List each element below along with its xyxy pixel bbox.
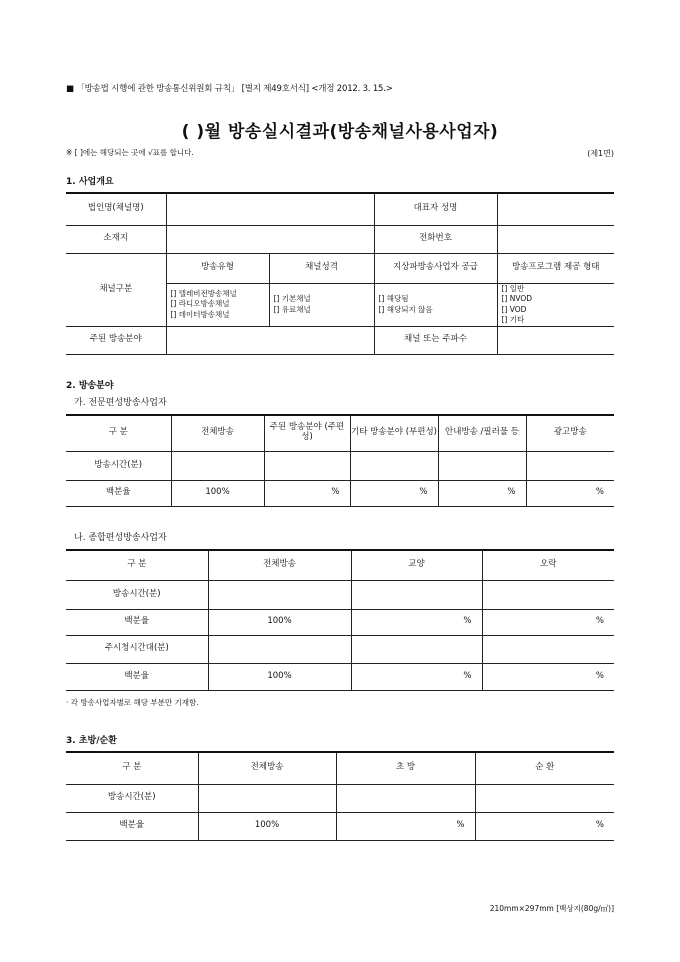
na-header-total: 전체방송 [208, 550, 351, 580]
form-header-note: ■ 「방송법 시행에 관한 방송통신위원회 규칙」 [별지 제49호서식] <개정 2012. 3. 15.> [66, 84, 393, 94]
option-vod[interactable]: [] VOD [501, 304, 527, 314]
ga-minutes-total[interactable] [171, 451, 264, 480]
ga-percent-guide[interactable]: % [438, 480, 526, 506]
ga-row-percent-label: 백분율 [66, 480, 171, 506]
section-2-footnote: · 각 방송사업자별로 해당 부분만 기재함. [66, 698, 199, 707]
s3-minutes-total[interactable] [198, 784, 336, 812]
ga-percent-total: 100% [171, 480, 264, 506]
ga-minutes-main[interactable] [264, 451, 350, 480]
phone-label: 전화번호 [374, 225, 497, 253]
ga-minutes-other[interactable] [350, 451, 438, 480]
option-data-channel[interactable]: [] 데이터방송채널 [170, 309, 230, 319]
channel-freq-label: 채널 또는 주파수 [374, 326, 497, 354]
rep-name-label: 대표자 성명 [374, 193, 497, 225]
s3-percent-rerun[interactable]: % [475, 812, 614, 840]
option-general[interactable]: [] 일반 [501, 284, 525, 294]
terrestrial-options[interactable] [374, 283, 497, 326]
address-label: 소재지 [66, 225, 166, 253]
check-instruction-note: ※ [ ]에는 해당되는 곳에 √표를 합니다. [66, 148, 194, 157]
business-overview-table [66, 192, 614, 355]
terrestrial-supply-header: 지상파방송사업자 공급 [374, 253, 497, 283]
main-field-input[interactable] [166, 326, 374, 354]
ga-minutes-ad[interactable] [526, 451, 614, 480]
na-row-percent-label: 백분율 [66, 609, 208, 635]
na-minutes-culture[interactable] [351, 580, 482, 609]
na-header-category: 구 분 [66, 550, 208, 580]
option-paid-channel[interactable]: [] 유료채널 [273, 304, 311, 314]
option-basic-channel[interactable]: [] 기본채널 [273, 294, 311, 304]
na-percent-entertainment[interactable]: % [482, 609, 614, 635]
general-broadcaster-table [66, 549, 614, 691]
main-field-label: 주된 방송분야 [66, 326, 166, 354]
ga-header-category: 구 분 [66, 415, 171, 451]
ga-header-main-field: 주된 방송분야 (주편성) [264, 415, 350, 451]
address-field[interactable] [166, 225, 374, 253]
ga-percent-ad[interactable]: % [526, 480, 614, 506]
s3-header-rerun: 순 환 [475, 752, 614, 784]
na-percent-total: 100% [208, 609, 351, 635]
na-minutes-entertainment[interactable] [482, 580, 614, 609]
program-options[interactable] [497, 283, 614, 326]
na-prime-minutes-total[interactable] [208, 635, 351, 663]
option-other[interactable]: [] 기타 [501, 314, 525, 324]
phone-field[interactable] [497, 225, 614, 253]
channel-nature-options[interactable] [269, 283, 374, 326]
option-tv-channel[interactable]: [] 텔레비전방송채널 [170, 289, 237, 299]
s3-row-minutes-label: 방송시간(분) [66, 784, 198, 812]
broadcast-type-header: 방송유형 [166, 253, 269, 283]
broadcast-type-options[interactable] [166, 283, 269, 326]
specialized-broadcaster-subheading: 가. 전문편성방송사업자 [74, 398, 167, 408]
program-provision-header: 방송프로그램 제공 형태 [497, 253, 614, 283]
option-applicable[interactable]: [] 해당됨 [378, 294, 409, 304]
s3-percent-total: 100% [198, 812, 336, 840]
ga-minutes-guide[interactable] [438, 451, 526, 480]
ga-percent-main[interactable]: % [264, 480, 350, 506]
page-number: (제1면) [587, 149, 614, 158]
na-header-culture: 교양 [351, 550, 482, 580]
corp-name-field[interactable] [166, 193, 374, 225]
s3-header-premiere: 초 방 [336, 752, 475, 784]
rep-name-field[interactable] [497, 193, 614, 225]
ga-header-other-field: 기타 방송분야 (부편성) [350, 415, 438, 451]
na-prime-percent-entertainment[interactable]: % [482, 663, 614, 690]
general-broadcaster-subheading: 나. 종합편성방송사업자 [74, 533, 167, 543]
na-minutes-total[interactable] [208, 580, 351, 609]
s3-percent-premiere[interactable]: % [336, 812, 475, 840]
option-radio-channel[interactable]: [] 라디오방송채널 [170, 299, 230, 309]
option-nvod[interactable]: [] NVOD [501, 294, 533, 304]
paper-spec: 210mm×297mm [백상지(80g/㎡)] [489, 904, 614, 913]
section-2-heading: 2. 방송분야 [66, 381, 114, 391]
na-prime-percent-total: 100% [208, 663, 351, 690]
section-3-heading: 3. 초방/순환 [66, 736, 117, 746]
option-not-applicable[interactable]: [] 해당되지 않음 [378, 304, 433, 314]
ga-header-total: 전체방송 [171, 415, 264, 451]
na-row-minutes-label: 방송시간(분) [66, 580, 208, 609]
section-1-heading: 1. 사업개요 [66, 177, 114, 187]
corp-name-label: 법인명(채널명) [66, 193, 166, 225]
s3-header-category: 구 분 [66, 752, 198, 784]
s3-header-total: 전체방송 [198, 752, 336, 784]
channel-freq-input[interactable] [497, 326, 614, 354]
ga-header-advertising: 광고방송 [526, 415, 614, 451]
s3-row-percent-label: 백분율 [66, 812, 198, 840]
channel-nature-header: 채널성격 [269, 253, 374, 283]
na-header-entertainment: 오락 [482, 550, 614, 580]
na-percent-culture[interactable]: % [351, 609, 482, 635]
na-prime-minutes-entertainment[interactable] [482, 635, 614, 663]
ga-row-minutes-label: 방송시간(분) [66, 451, 171, 480]
s3-minutes-rerun[interactable] [475, 784, 614, 812]
na-prime-percent-culture[interactable]: % [351, 663, 482, 690]
ga-header-guide-filler: 안내방송 /필러물 등 [438, 415, 526, 451]
na-row-prime-minutes-label: 주시청시간대(분) [66, 635, 208, 663]
channel-class-label: 채널구분 [66, 253, 166, 326]
ga-percent-other[interactable]: % [350, 480, 438, 506]
s3-minutes-premiere[interactable] [336, 784, 475, 812]
page-title: ( )월 방송실시결과(방송채널사용사업자) [181, 122, 499, 142]
premiere-rerun-table [66, 751, 614, 841]
na-row-prime-percent-label: 백분율 [66, 663, 208, 690]
specialized-broadcaster-table [66, 414, 614, 507]
na-prime-minutes-culture[interactable] [351, 635, 482, 663]
